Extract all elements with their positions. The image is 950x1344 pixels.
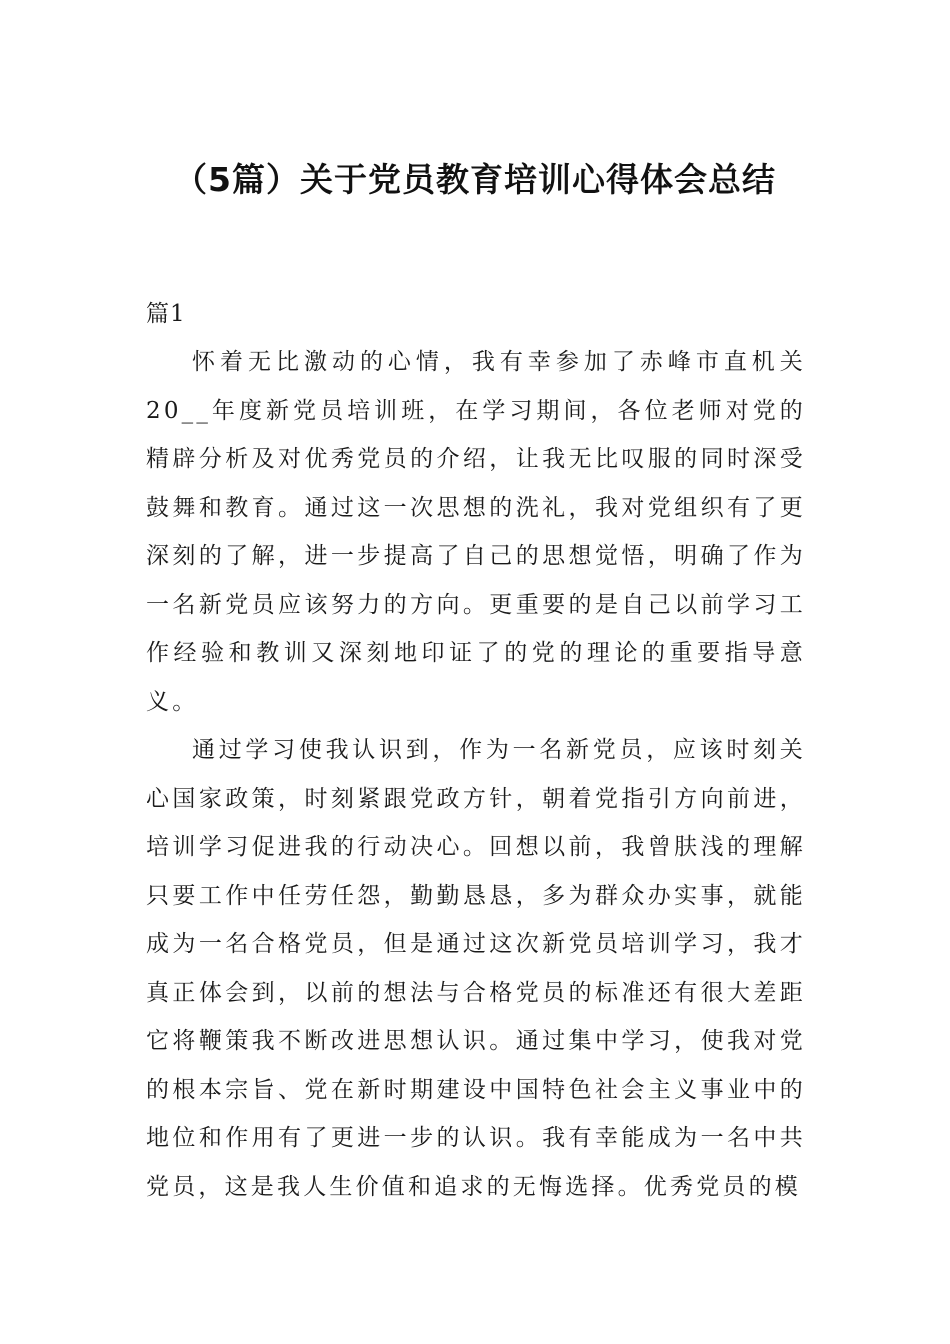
paragraph: 通过学习使我认识到，作为一名新党员，应该时刻关心国家政策，时刻紧跟党政方针，朝着党指引方向前进，培训学习促进我的行动决心。回想以前，我曾肤浅的理解只要工作中任劳任怨，勤勤恳恳，多为群众办实事，就能成为一名合格党员，但是通过这次新党员培训学习，我才真正体会到，以前的想法与合格党员的标准还有很大差距它将鞭策我不断改进思想认识。通过集中学习，使我对党的根本宗旨、党在新时期建设中国特色社会主义事业中的地位和作用有了更进一步的认识。我有幸能成为一名中共党员，这是我人生价值和追求的无悔选择。优秀党员的模 [146, 737, 806, 1200]
document-body [146, 338, 806, 1211]
document-title: （5篇）关于党员教育培训心得体会总结 [174, 160, 776, 199]
section-label: 篇1 [146, 301, 186, 327]
paragraph: 怀着无比激动的心情，我有幸参加了赤峰市直机关20__年度新党员培训班，在学习期间，各位老师对党的精辟分析及对优秀党员的介绍，让我无比叹服的同时深受鼓舞和教育。通过这一次思想的洗礼，我对党组织有了更深刻的了解，进一步提高了自己的思想觉悟，明确了作为一名新党员应该努力的方向。更重要的是自己以前学习工作经验和教训又深刻地印证了的党的理论的重要指导意义。 [146, 349, 806, 715]
